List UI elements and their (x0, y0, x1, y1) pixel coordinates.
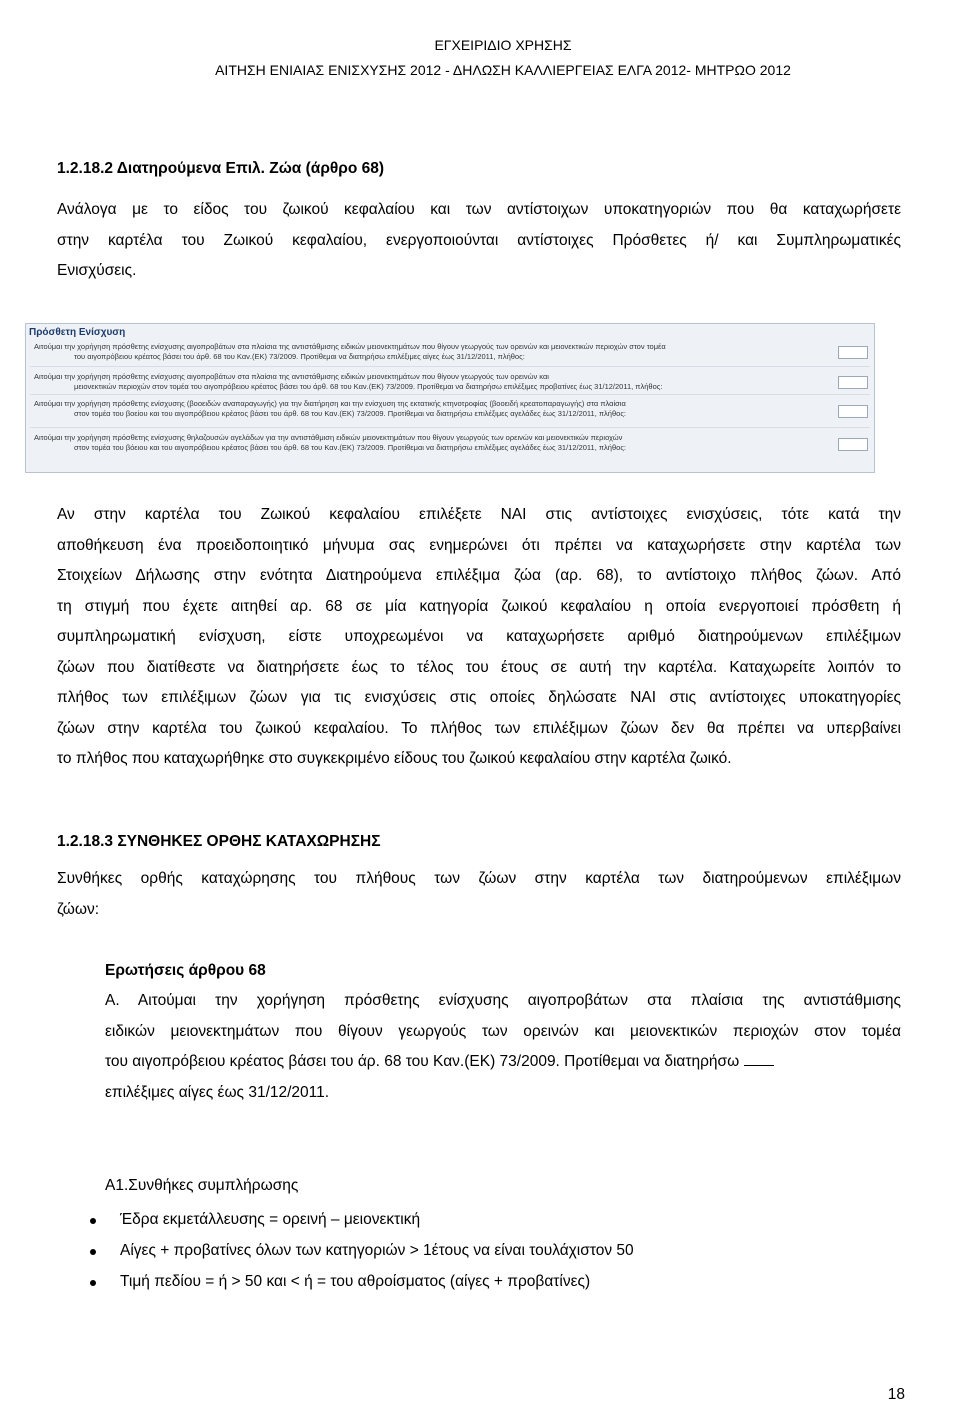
section2-intro (57, 864, 901, 925)
panel-row-text: Αιτούμαι την χορήγηση πρόσθετης ενίσχυσης αιγοπροβάτων στα πλαίσια της αντιστάθμισης ειδικών μειονεκτημάτων που θίγουν γεωργούς των ορεινών και μειονεκτικών περιοχών στον τομέα (34, 342, 666, 351)
intro-line: στην καρτέλα του Ζωικού κεφαλαίου, ενεργοποιούνται αντίστοιχες Πρόσθετες ή/ και Συμπληρωματικές (57, 231, 901, 249)
panel-row-text: Αιτούμαι την χορήγηση πρόσθετης ενίσχυσης (βοοειδών αναπαραγωγής) για την διατήρηση και την ενίσχυση της εκτατικής κτηνοτροφίας (βοοειδή κρεατοπαραγωγής) στα πλαίσια (34, 399, 626, 408)
body-line: ζώων που διατίθεστε να διατηρήσετε έως το τέλος του έτους σε αυτή την καρτέλα. Καταχωρείτε λοιπόν το (57, 658, 901, 676)
list-item: Αίγες + προβατίνες όλων των κατηγοριών > 1έτους να είναι τουλάχιστον 50 (90, 1242, 890, 1273)
question-line: επιλέξιμες αίγες έως 31/12/2011. (105, 1083, 330, 1101)
panel-question-row (34, 399, 834, 419)
page-number: 18 (887, 1386, 905, 1403)
section2-line: ζώων: (57, 900, 100, 918)
panel-divider (30, 394, 870, 395)
questions-title: Ερωτήσεις άρθρου 68 (105, 962, 266, 979)
additional-support-panel-screenshot (25, 323, 875, 473)
body-line: Στοιχείων Δήλωσης στην ενότητα Διατηρούμενα επιλέξιμα ζώα (αρ. 68), το αντίστοιχο πλήθος ζώων. Από (57, 567, 901, 584)
body-line: τη στιγμή που έχετε αιτηθεί αρ. 68 σε μία κατηγορία ζωικού κεφαλαίου η οποία ενεργοποιεί πρόσθετη ή (57, 597, 901, 615)
conditions-title: Α1.Συνθήκες συμπλήρωσης (105, 1177, 299, 1194)
section-heading-1-2-18-3: 1.2.18.3 ΣΥΝΘΗΚΕΣ ΟΡΘΗΣ ΚΑΤΑΧΩΡΗΣΗΣ (57, 833, 381, 850)
body-line: το πλήθος που καταχωρήθηκε στο συγκεκριμένο είδους του ζωικού κεφαλαίου στην καρτέλα ζωικό. (57, 750, 732, 767)
quantity-input[interactable] (838, 405, 868, 418)
body-line: ζώων στην καρτέλα του ζωικού κεφαλαίου. Το πλήθος των επιλέξιμων ζώων δεν θα πρέπει να υπερβαίνει (57, 719, 901, 737)
question-line: Α. Αιτούμαι την χορήγηση πρόσθετης ενίσχυσης αιγοπροβάτων στα πλαίσια της αντιστάθμισης (105, 992, 901, 1009)
bullet-icon (90, 1218, 96, 1224)
section-intro (57, 195, 901, 287)
panel-divider (30, 427, 870, 428)
intro-line: Ανάλογα με το είδος του ζωικού κεφαλαίου και των αντίστοιχων υποκατηγοριών που θα καταχωρήσετε (57, 201, 901, 218)
question-a (105, 986, 901, 1108)
panel-question-row (34, 433, 834, 453)
section2-line: Συνθήκες ορθής καταχώρησης του πλήθους των ζώων στην καρτέλα των διατηρούμενων επιλέξιμων (57, 870, 901, 887)
list-item: Τιμή πεδίου = ή > 50 και < ή = του αθροίσματος (αίγες + προβατίνες) (90, 1273, 890, 1304)
document-header-title: ΕΓΧΕΙΡΙΔΙΟ ΧΡΗΣΗΣ (434, 37, 572, 53)
list-item: Έδρα εκμετάλλευσης = ορεινή – μειονεκτική (90, 1211, 890, 1242)
panel-title: Πρόσθετη Ενίσχυση (29, 327, 126, 338)
blank-line (744, 1053, 774, 1066)
bullet-icon (90, 1249, 96, 1255)
panel-row-text: στον τομέα του βόειου και του αιγοπρόβειου κρέατος βάσει του άρθ. 68 του Καν.(ΕΚ) 73/2009. Προτίθεμαι να διατηρήσω επιλέξιμες αγελάδες έως 31/12/2011, πλήθος: (74, 443, 627, 452)
document-header-subtitle: ΑΙΤΗΣΗ ΕΝΙΑΙΑΣ ΕΝΙΣΧΥΣΗΣ 2012 - ΔΗΛΩΣΗ ΚΑΛΛΙΕΡΓΕΙΑΣ ΕΛΓΑ 2012- ΜΗΤΡΩΟ 2012 (215, 62, 791, 78)
panel-question-row (34, 372, 834, 392)
panel-question-row (34, 342, 834, 362)
quantity-input[interactable] (838, 438, 868, 451)
panel-divider (30, 366, 870, 367)
conditions-list (90, 1211, 890, 1304)
intro-line: Ενισχύσεις. (57, 262, 137, 279)
question-line: του αιγοπρόβειου κρέατος βάσει του άρ. 68 του Καν.(ΕΚ) 73/2009. Προτίθεμαι να διατηρήσω (105, 1047, 901, 1078)
bullet-icon (90, 1280, 96, 1286)
panel-row-text: στον τομέα του βοείου και του αιγοπρόβειου κρέατος βάσει του άρθ. 68 του Καν.(ΕΚ) 73/2009. Προτίθεμαι να διατηρήσω επιλέξιμες αγελάδες έως 31/12/2011, πλήθος: (74, 409, 627, 418)
panel-row-text: Αιτούμαι την χορήγηση πρόσθετης ενίσχυσης αιγοπροβάτων στα πλαίσια της αντιστάθμισης ειδικών μειονεκτημάτων που θίγουν γεωργούς των ορεινών και (34, 372, 549, 381)
panel-row-text: μειονεκτικών περιοχών στον τομέα του αιγοπρόβειου κρέατος βάσει του άρθ. 68 του Καν.(ΕΚ) 73/2009. Προτίθεμαι να διατηρήσω επιλέξιμες προβατίνες έως 31/12/2011, πλήθος: (74, 382, 663, 391)
body-line: Αν στην καρτέλα του Ζωικού κεφαλαίου επιλέξετε ΝΑΙ στις αντίστοιχες ενισχύσεις, τότε κατά την (57, 506, 901, 523)
panel-row-text: Αιτούμαι την χορήγηση πρόσθετης ενίσχυσης θηλαζουσών αγελάδων για την αντιστάθμιση ειδικών μειονεκτημάτων που θίγουν γεωργούς των ορεινών και μειονεκτικών περιοχών (34, 433, 623, 442)
quantity-input[interactable] (838, 376, 868, 389)
quantity-input[interactable] (838, 346, 868, 359)
body-line: συμπληρωματική ενίσχυση, είστε υποχρεωμένοι να καταχωρήσετε αριθμό διατηρούμενων επιλέξιμων (57, 628, 901, 645)
body-line: αποθήκευση ένα προειδοποιητικό μήνυμα σας ενημερώνει ότι πρέπει να καταχωρήσετε στην καρτέλα των (57, 536, 901, 554)
question-line: ειδικών μειονεκτημάτων που θίγουν γεωργούς των ορεινών και μειονεκτικών περιοχών στον τομέα (105, 1022, 901, 1040)
section-heading-1-2-18-2: 1.2.18.2 Διατηρούμενα Επιλ. Ζώα (άρθρο 68) (57, 160, 385, 177)
panel-row-text: του αιγοπρόβειου κρέατος βάσει του άρθ. 68 του Καν.(ΕΚ) 73/2009. Προτίθεμαι να διατηρήσω επιλέξιμες αίγες έως 31/12/2011, πλήθος: (74, 352, 525, 361)
body-line: πλήθος των επιλέξιμων ζώων για τις ενισχύσεις στις οποίες δηλώσατε ΝΑΙ στις αντίστοιχες υποκατηγορίες (57, 689, 901, 706)
body-paragraph (57, 500, 901, 775)
